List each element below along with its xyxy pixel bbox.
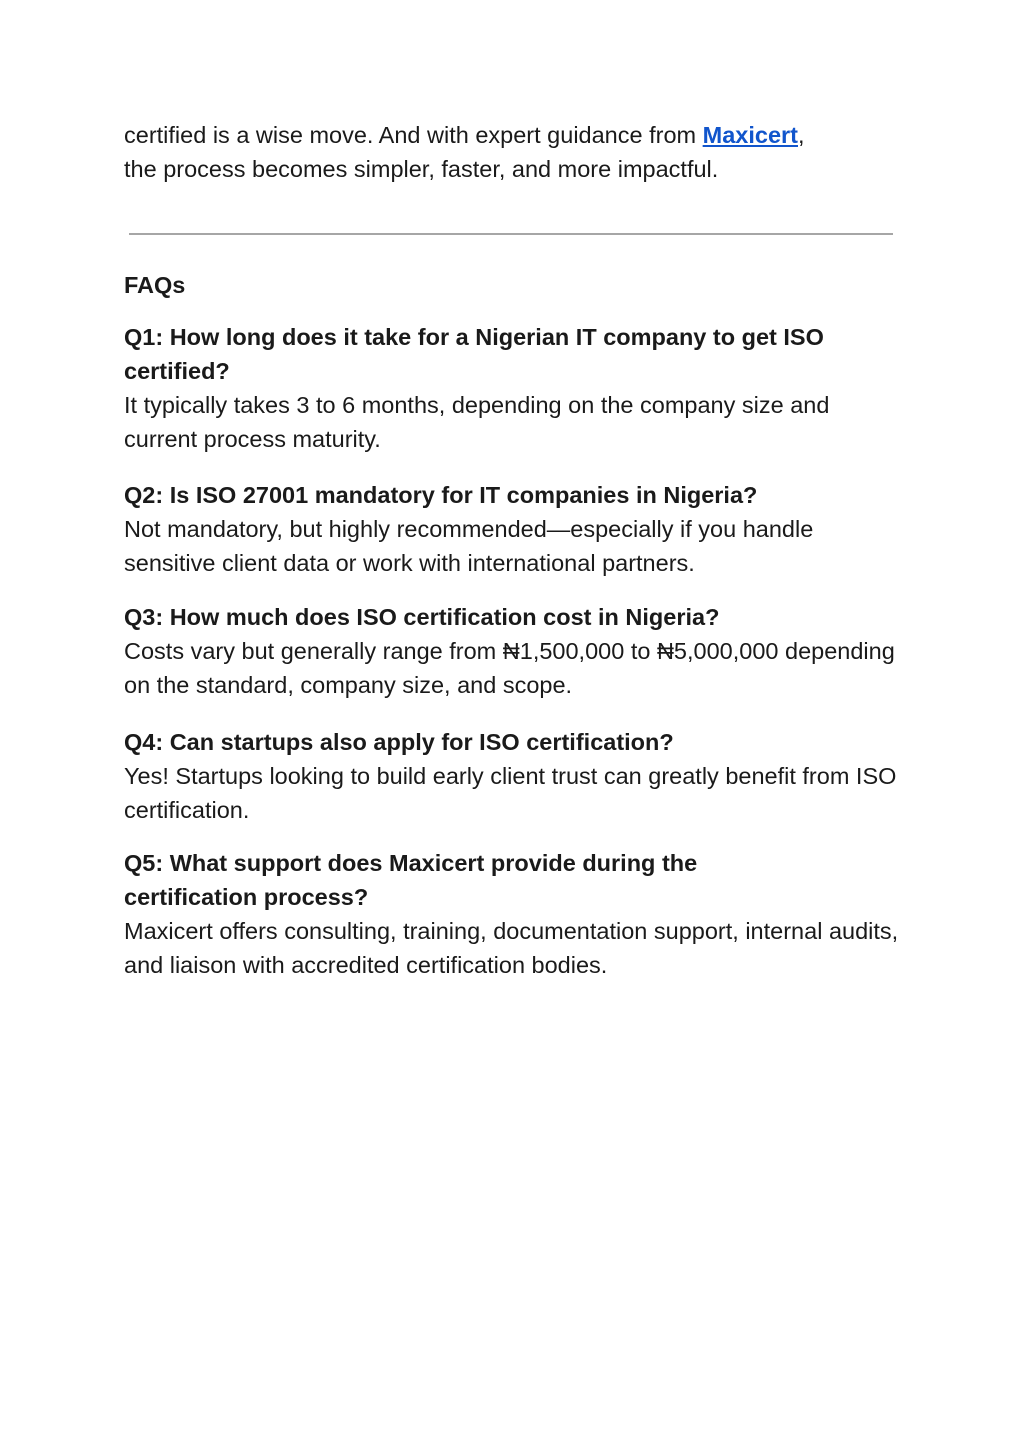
faq-answer-1: It typically takes 3 to 6 months, depending on the company size and current process maturity. — [124, 392, 830, 452]
faq-question-4: Q4: Can startups also apply for ISO certification? — [124, 729, 674, 755]
intro-paragraph — [124, 118, 904, 186]
faq-question-3: Q3: How much does ISO certification cost in Nigeria? — [124, 604, 720, 630]
faq-item-4 — [124, 725, 904, 827]
faq-answer-5: Maxicert offers consulting, training, documentation support, internal audits, and liaison with accredited certification bodies. — [124, 918, 899, 978]
faq-question-2: Q2: Is ISO 27001 mandatory for IT companies in Nigeria? — [124, 482, 758, 508]
faq-heading: FAQs — [124, 272, 186, 298]
faq-item-2 — [124, 478, 904, 580]
intro-section — [124, 118, 904, 186]
section-divider — [129, 233, 893, 235]
faq-answer-3: Costs vary but generally range from ₦1,500,000 to ₦5,000,000 depending on the standard, company size, and scope. — [124, 638, 895, 698]
intro-text-after-link: , — [798, 122, 805, 148]
faq-heading-block — [124, 268, 904, 302]
intro-line-2: the process becomes simpler, faster, and more impactful. — [124, 156, 719, 182]
faq-item-1 — [124, 320, 894, 456]
faq-answer-2: Not mandatory, but highly recommended—especially if you handle sensitive client data or work with international partners. — [124, 516, 814, 576]
maxicert-link[interactable]: Maxicert — [702, 122, 798, 148]
faq-item-5 — [124, 846, 899, 982]
faq-question-5: Q5: What support does Maxicert provide during the certification process? — [124, 850, 698, 910]
intro-text-before-link: certified is a wise move. And with expert guidance from — [124, 122, 703, 148]
faq-answer-4: Yes! Startups looking to build early client trust can greatly benefit from ISO certification. — [124, 763, 897, 823]
faq-question-1: Q1: How long does it take for a Nigerian IT company to get ISO certified? — [124, 324, 824, 384]
faq-item-3 — [124, 600, 904, 702]
